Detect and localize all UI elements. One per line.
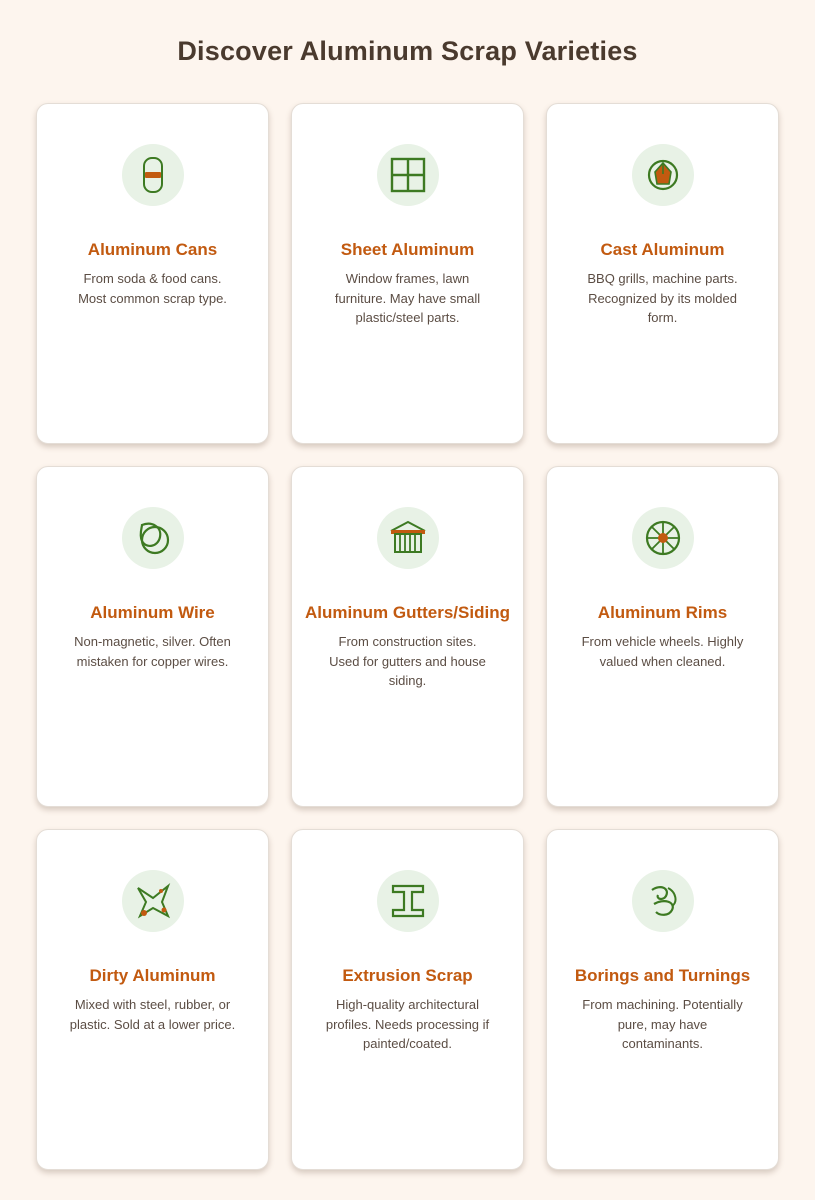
card-title: Dirty Aluminum xyxy=(89,966,216,985)
card-title: Aluminum Gutters/Siding xyxy=(305,603,510,622)
card-description: Non-magnetic, silver. Often mistaken for copper wires. xyxy=(74,634,231,669)
page-title: Discover Aluminum Scrap Varieties xyxy=(177,36,638,66)
scrap-card-grid xyxy=(36,103,779,1170)
card-description: Mixed with steel, rubber, or plastic. Sold at a lower price. xyxy=(69,997,236,1032)
card-description: BBQ grills, machine parts. Recognized by its molded form. xyxy=(587,271,738,325)
card-description: From construction sites. Used for gutters and house siding. xyxy=(329,634,486,688)
curl-shaving-icon xyxy=(632,870,694,932)
card-title: Aluminum Rims xyxy=(597,603,728,622)
card-borings-turnings xyxy=(546,829,779,1170)
can-icon xyxy=(122,144,184,206)
card-description: High-quality architectural profiles. Needs processing if painted/coated. xyxy=(325,997,490,1051)
wheel-rim-icon xyxy=(632,507,694,569)
card-cast-aluminum xyxy=(546,103,779,444)
card-aluminum-wire xyxy=(36,466,269,807)
gutter-siding-icon xyxy=(377,507,439,569)
card-title: Borings and Turnings xyxy=(574,966,751,985)
card-aluminum-cans xyxy=(36,103,269,444)
card-title: Sheet Aluminum xyxy=(340,240,475,259)
card-dirty-aluminum xyxy=(36,829,269,1170)
card-title: Aluminum Cans xyxy=(87,240,218,259)
card-description: From soda & food cans. Most common scrap type. xyxy=(78,271,227,306)
card-description: From vehicle wheels. Highly valued when cleaned. xyxy=(581,634,744,669)
card-title: Extrusion Scrap xyxy=(342,966,473,985)
card-title: Aluminum Wire xyxy=(90,603,215,622)
card-sheet-aluminum xyxy=(291,103,524,444)
i-beam-icon xyxy=(377,870,439,932)
dirty-scrap-icon xyxy=(122,870,184,932)
cast-part-icon xyxy=(632,144,694,206)
wire-coil-icon xyxy=(122,507,184,569)
card-description: Window frames, lawn furniture. May have small plastic/steel parts. xyxy=(334,271,481,325)
card-title: Cast Aluminum xyxy=(600,240,725,259)
card-aluminum-gutters-siding xyxy=(291,466,524,807)
card-aluminum-rims xyxy=(546,466,779,807)
sheet-grid-icon xyxy=(377,144,439,206)
card-extrusion-scrap xyxy=(291,829,524,1170)
card-description: From machining. Potentially pure, may have contaminants. xyxy=(582,997,743,1051)
